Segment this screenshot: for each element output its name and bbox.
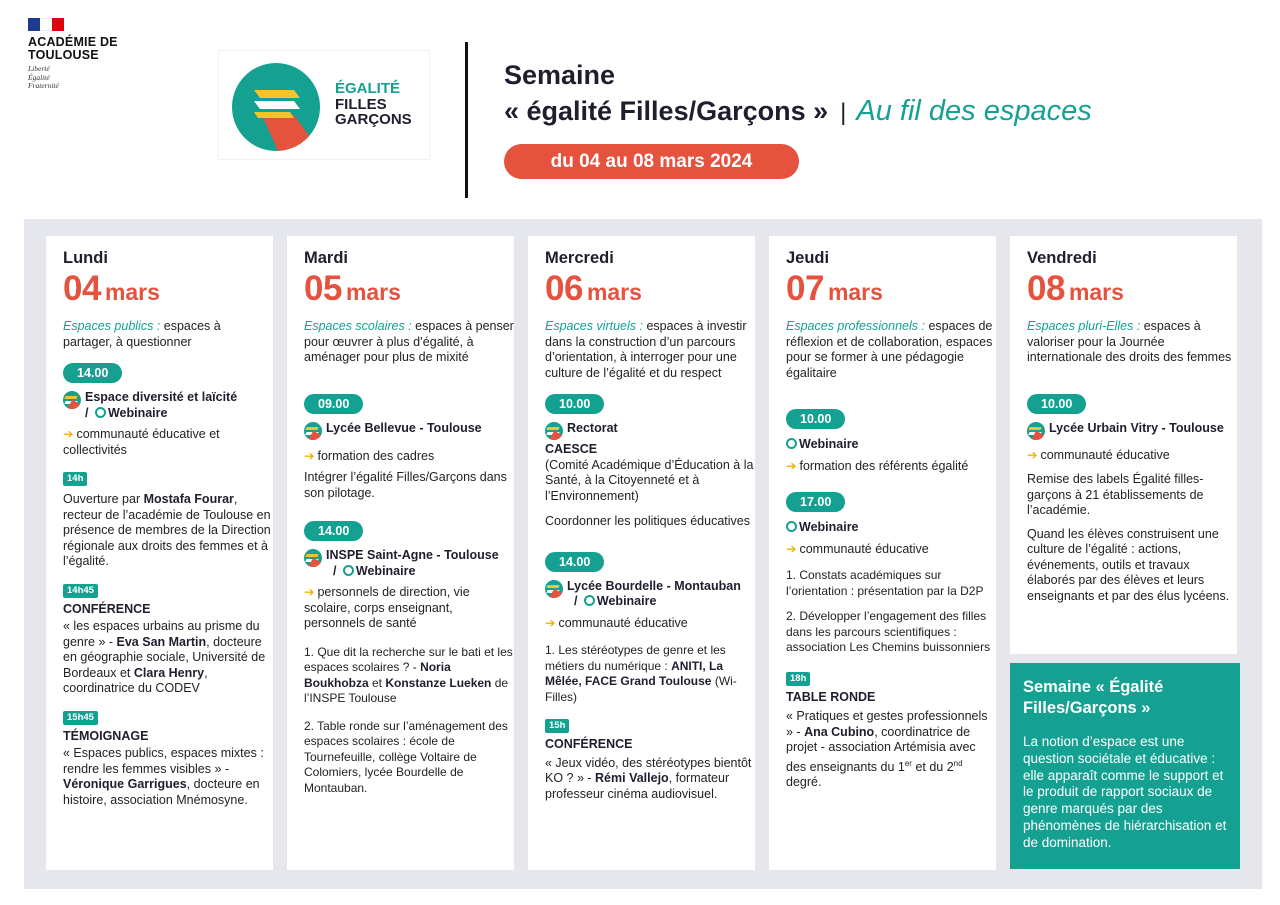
- date-range-badge: du 04 au 08 mars 2024: [504, 144, 799, 179]
- event-audience: ➔ personnels de direction, vie scolaire, corps enseignant, personnels de santé: [304, 585, 470, 630]
- page-title-line2: « égalité Filles/Garçons » | Au fil des espaces: [504, 95, 1092, 127]
- arrow-right-icon: ➔: [1027, 447, 1038, 462]
- time-badge: 14.00: [304, 521, 363, 541]
- event-title: Lycée Bourdelle - Montauban / Webinaire: [545, 579, 755, 610]
- event-text: Quand les élèves construisent une culture de l’égalité : actions, événements, outils et travaux élaborés par des élèves et leurs enseignants et par des élus lycéens.: [1027, 526, 1230, 603]
- event-logo-icon: [304, 549, 322, 567]
- day-column-vendredi: [1010, 236, 1237, 654]
- event-text: « les espaces urbains au prisme du genre » - Eva San Martin, docteure en géographie sociale, Université de Bordeaux et Clara Henry, coordinatrice du CODEV: [63, 619, 266, 695]
- event-text: (Comité Académique d’Éducation à la Santé, à la Citoyenneté et à l’Environnement): [545, 457, 754, 503]
- arrow-right-icon: ➔: [545, 615, 556, 630]
- day-name: Vendredi: [1027, 249, 1097, 267]
- webinar-icon: [584, 595, 595, 606]
- event-text: « Jeux vidéo, des stéréotypes bientôt KO ? » - Rémi Vallejo, formateur professeur cinéma audiovisuel.: [545, 755, 752, 801]
- time-badge: 15h: [545, 719, 569, 733]
- egalite-logo: [218, 50, 430, 160]
- event-label: TABLE RONDE: [786, 689, 876, 704]
- event-label: TÉMOIGNAGE: [63, 728, 149, 743]
- page-subtitle: Au fil des espaces: [856, 95, 1092, 127]
- event-text: Ouverture par Mostafa Fourar, recteur de l’académie de Toulouse en présence de membres de la Direction régionale aux droits des femmes et à l’égalité.: [63, 492, 271, 568]
- day-date: 08 mars: [1027, 269, 1124, 308]
- academy-logo: [28, 18, 158, 91]
- event-text: Coordonner les politiques éducatives: [545, 514, 750, 528]
- arrow-right-icon: ➔: [63, 427, 74, 441]
- event-logo-icon: [304, 422, 322, 440]
- info-box: [1010, 663, 1240, 869]
- event-audience: ➔ communauté éducative et collectivités: [63, 427, 220, 457]
- event-title: Webinaire: [786, 437, 996, 453]
- event-org: CAESCE: [545, 442, 598, 456]
- time-badge: 09.00: [304, 394, 363, 414]
- event-text: 2. Table ronde sur l’aménagement des espaces scolaires : école de Tournefeuille, collège Voltaire de Colomiers, lycée Bourdelle de Montauban.: [304, 718, 508, 795]
- day-column-mercredi: [528, 236, 755, 870]
- event-logo-icon: [545, 580, 563, 598]
- webinar-icon: [786, 521, 797, 532]
- event-audience: ➔ formation des cadres: [304, 448, 435, 463]
- arrow-right-icon: ➔: [786, 458, 797, 473]
- event-label: CONFÉRENCE: [545, 737, 633, 751]
- event-audience: ➔ communauté éducative: [1027, 447, 1170, 462]
- time-badge: 14h45: [63, 584, 98, 598]
- day-name: Mercredi: [545, 249, 614, 267]
- event-title: Rectorat: [545, 421, 755, 440]
- webinar-icon: [786, 438, 797, 449]
- day-name: Lundi: [63, 249, 108, 267]
- event-label: CONFÉRENCE: [63, 601, 151, 616]
- day-theme: Espaces scolaires : espaces à penser pour œuvrer à plus d’égalité, à aménager pour plus de mixité: [304, 319, 514, 364]
- time-badge: 14.00: [63, 363, 122, 383]
- event-text: Intégrer l’égalité Filles/Garçons dans son pilotage.: [304, 470, 507, 500]
- time-badge: 10.00: [786, 409, 845, 429]
- event-title: Espace diversité et laïcité / Webinaire: [63, 390, 273, 421]
- time-badge: 14h: [63, 472, 87, 486]
- day-column-jeudi: [769, 236, 996, 870]
- devise: Liberté Égalité Fraternité: [28, 64, 59, 90]
- event-text: 1. Les stéréotypes de genre et les métiers du numérique : ANITI, La Mêlée, FACE Grand Toulouse (Wi-Filles): [545, 643, 737, 704]
- day-date: 07 mars: [786, 269, 883, 308]
- marianne-flag-icon: [28, 18, 64, 31]
- webinar-icon: [343, 565, 354, 576]
- time-badge: 14.00: [545, 552, 604, 572]
- day-date: 04 mars: [63, 269, 160, 308]
- arrow-right-icon: ➔: [786, 541, 797, 556]
- day-column-lundi: [46, 236, 273, 870]
- event-text: « Espaces publics, espaces mixtes : rendre les femmes visibles » - Véronique Garrigues, docteure en histoire, association Mnémosyne.: [63, 746, 264, 807]
- day-theme: Espaces publics : espaces à partager, à questionner: [63, 319, 221, 349]
- event-logo-icon: [63, 391, 81, 409]
- academy-name: ACADÉMIE DE TOULOUSE: [28, 35, 118, 62]
- day-theme: Espaces virtuels : espaces à investir dans la construction d’un parcours d’orientation, à interroger pour une culture de l’égalité et du respect: [545, 319, 747, 380]
- event-logo-icon: [1027, 422, 1045, 440]
- event-text: 1. Constats académiques sur l’orientation : présentation par la D2P: [786, 568, 984, 598]
- header-divider: [465, 42, 468, 198]
- webinar-icon: [95, 407, 106, 418]
- day-theme: Espaces pluri-Elles : espaces à valoriser pour la Journée internationale des droits des femmes: [1027, 319, 1232, 364]
- event-title: Lycée Bellevue - Toulouse: [304, 421, 514, 440]
- time-badge: 10.00: [1027, 394, 1086, 414]
- event-logo-icon: [545, 422, 563, 440]
- event-audience: ➔ communauté éducative: [545, 615, 688, 630]
- time-badge: 17.00: [786, 492, 845, 512]
- day-theme: Espaces professionnels : espaces de réflexion et de collaboration, espaces pour se former à une pédagogie égalitaire: [786, 319, 993, 380]
- day-date: 06 mars: [545, 269, 642, 308]
- time-badge: 18h: [786, 672, 810, 686]
- event-text: Remise des labels Égalité filles-garçons à 21 établissements de l’académie.: [1027, 472, 1204, 517]
- info-box-text: La notion d’espace est une question sociétale et éducative : elle apparaît comme le support et le produit de rapport sociaux de genre marqués par des phénomènes de hiérarchisation et de domination.: [1023, 734, 1227, 850]
- event-text: 2. Développer l’engagement des filles dans les parcours scientifiques : association Les Chemins buissonniers: [786, 609, 991, 654]
- event-text: 1. Que dit la recherche sur le bati et les espaces scolaires ? - Noria Boukhobza et Konstanze Lueken de l’INSPE Toulouse: [304, 644, 513, 705]
- time-badge: 10.00: [545, 394, 604, 414]
- day-date: 05 mars: [304, 269, 401, 308]
- event-audience: ➔ formation des référents égalité: [786, 458, 969, 473]
- day-name: Jeudi: [786, 249, 830, 267]
- event-text: « Pratiques et gestes professionnels » - Ana Cubino, coordinatrice de projet - association Artémisia avec des enseignants du 1er et du 2nd degré.: [786, 709, 988, 790]
- arrow-right-icon: ➔: [304, 448, 315, 463]
- day-name: Mardi: [304, 249, 349, 267]
- egalite-logo-icon: [232, 63, 320, 151]
- event-title: INSPE Saint-Agne - Toulouse / Webinaire: [304, 548, 514, 579]
- event-title: Webinaire: [786, 520, 996, 536]
- info-box-title: Semaine « Égalité Filles/Garçons »: [1023, 678, 1164, 717]
- time-badge: 15h45: [63, 711, 98, 725]
- event-audience: ➔ communauté éducative: [786, 541, 929, 556]
- logo-wordmark: ÉGALITÉ FILLES GARÇONS: [335, 80, 412, 128]
- day-column-mardi: [287, 236, 514, 870]
- event-title: Lycée Urbain Vitry - Toulouse: [1027, 421, 1237, 440]
- arrow-right-icon: ➔: [304, 585, 315, 599]
- page-title-line1: Semaine: [504, 60, 616, 90]
